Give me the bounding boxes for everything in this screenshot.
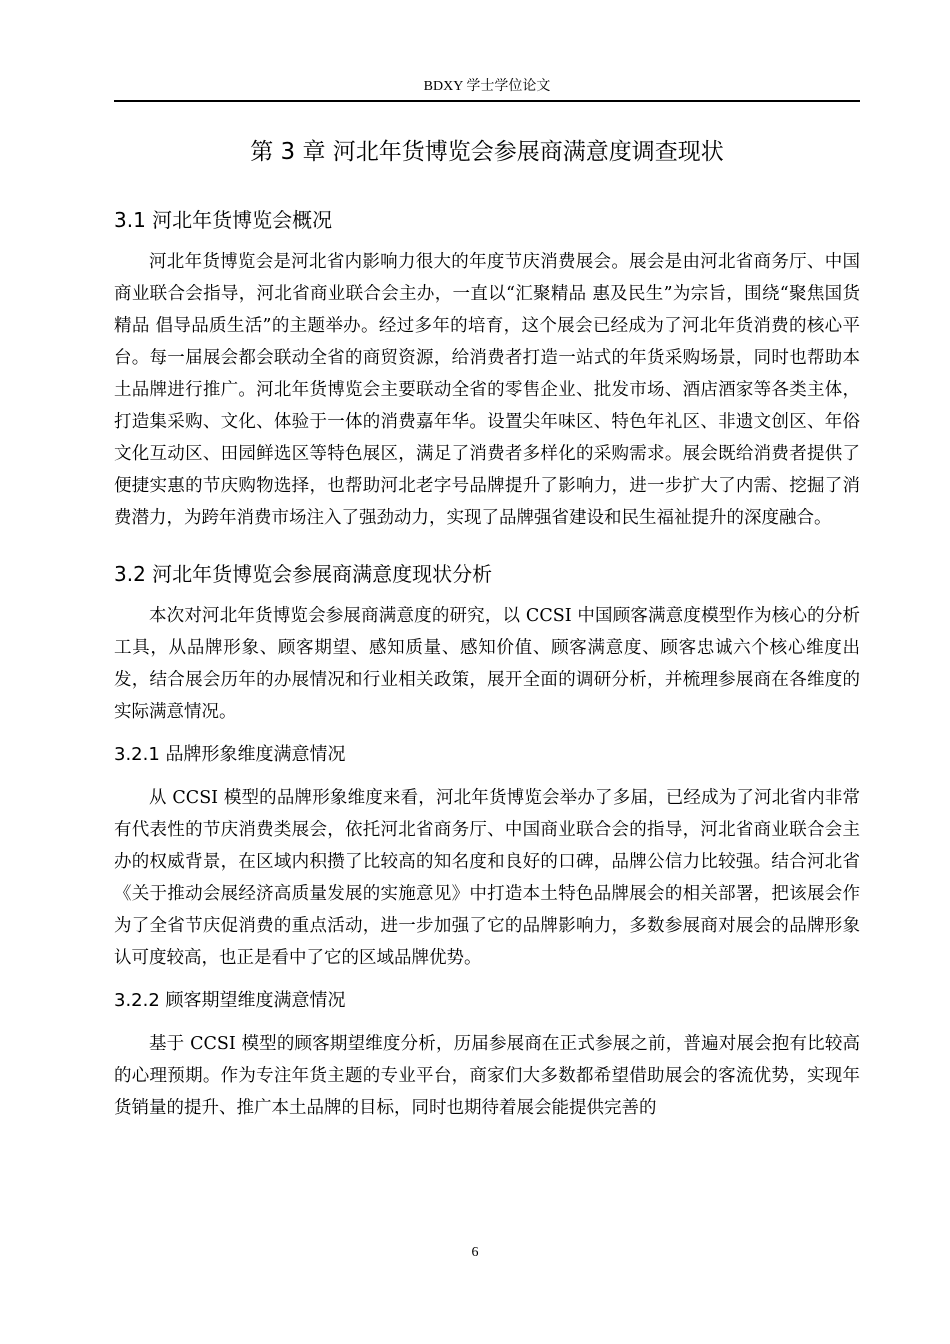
spacer [114,974,860,988]
spacer [114,728,860,742]
chapter-title: 第 3 章 河北年货博览会参展商满意度调查现状 [250,139,724,165]
page-number: 6 [471,1245,479,1260]
section-3-2-title: 3.2 河北年货博览会参展商满意度现状分析 [114,562,493,586]
spacer [114,534,860,560]
section-3-2-paragraph: 本次对河北年货博览会参展商满意度的研究，以 CCSI 中国顾客满意度模型作为核心的分析工具，从品牌形象、顾客期望、感知质量、感知价值、顾客满意度、顾客忠诚六个核心维度出发，结合展会历年的办展情况和行业相关政策，展开全面的调研分析，并梳理参展商在各维度的实际满意情况。 [114,606,860,722]
section-3-2-2-paragraph: 基于 CCSI 模型的顾客期望维度分析，历届参展商在正式参展之前，普遍对展会抱有比较高的心理预期。作为专注年货主题的专业平台，商家们大多数都希望借助展会的客流优势，实现年货销量的提升、推广本土品牌的目标，同时也期待着展会能提供完善的 [114,1034,860,1118]
section-3-2-1-title: 3.2.1 品牌形象维度满意情况 [114,744,346,765]
header-rule [114,100,860,102]
section-3-2-2-title: 3.2.2 顾客期望维度满意情况 [114,990,346,1011]
section-3-2-1-paragraph: 从 CCSI 模型的品牌形象维度来看，河北年货博览会举办了多届，已经成为了河北省内非常有代表性的节庆消费类展会，依托河北省商务厅、中国商业联合会的指导，河北省商业联合会主办的权威背景，在区域内积攒了比较高的知名度和良好的口碑，品牌公信力比较强。结合河北省《关于推动会展经济高质量发展的实施意见》中打造本土特色品牌展会的相关部署，把该展会作为了全省节庆促消费的重点活动，进一步加强了它的品牌影响力，多数参展商对展会的品牌形象认可度较高，也正是看中了它的区域品牌优势。 [114,788,860,968]
section-3-1-title: 3.1 河北年货博览会概况 [114,208,333,232]
page-content [114,134,860,1124]
section-3-1-paragraph: 河北年货博览会是河北省内影响力很大的年度节庆消费展会。展会是由河北省商务厅、中国商业联合会指导，河北省商业联合会主办，一直以“汇聚精品 惠及民生”为宗旨，围绕“聚焦国货精品 倡导品质生活”的主题举办。经过多年的培育，这个展会已经成为了河北年货消费的核心平台。每一届展会都会联动全省的商贸资源，给消费者打造一站式的年货采购场景，同时也帮助本土品牌进行推广。河北年货博览会主要联动全省的零售企业、批发市场、酒店酒家等各类主体，打造集采购、文化、体验于一体的消费嘉年华。设置尖年味区、特色年礼区、非遗文创区、年俗文化互动区、田园鲜选区等特色展区，满足了消费者多样化的采购需求。展会既给消费者提供了便捷实惠的节庆购物选择，也帮助河北老字号品牌提升了影响力，进一步扩大了内需、挖掘了消费潜力，为跨年消费市场注入了强劲动力，实现了品牌强省建设和民生福祉提升的深度融合。 [114,252,860,528]
running-header: BDXY 学士学位论文 [423,79,551,94]
